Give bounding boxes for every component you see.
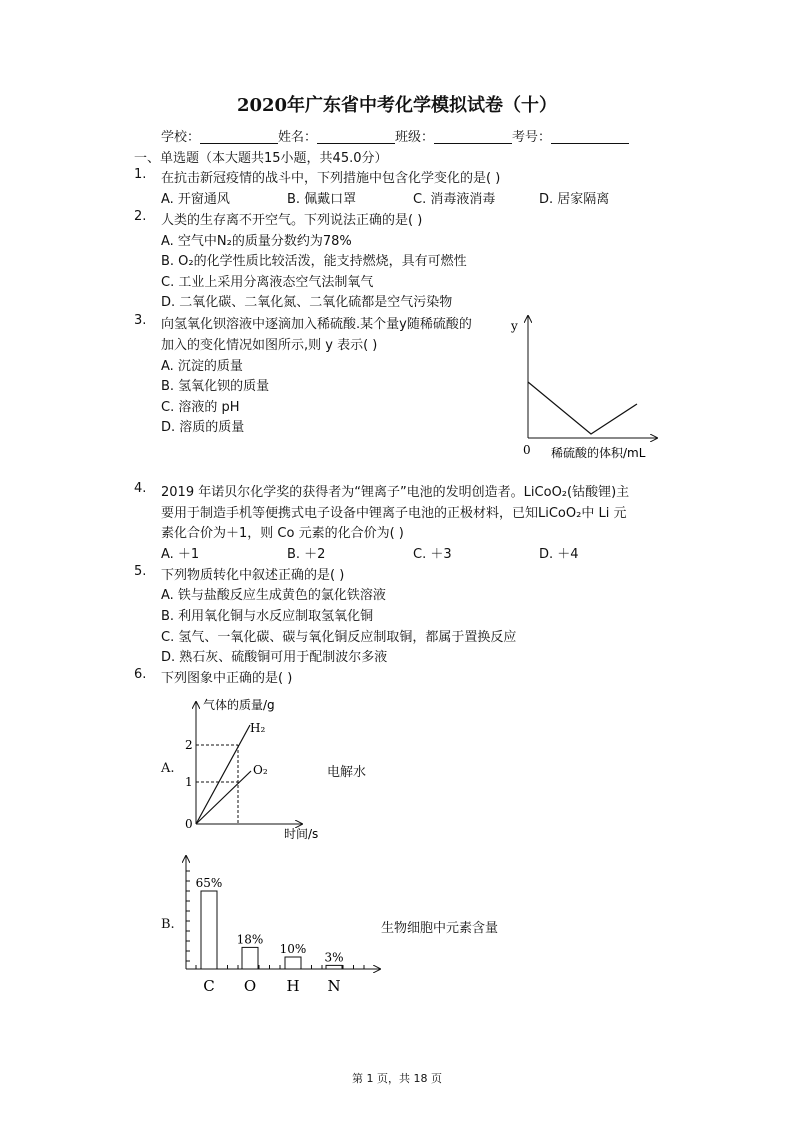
- bar-N: [326, 965, 342, 969]
- question-number: 5.: [134, 564, 147, 579]
- option: A. 沉淀的质量: [161, 359, 243, 374]
- o2-label: O₂: [253, 763, 268, 777]
- question-number: 1.: [134, 167, 147, 182]
- school-blank: [200, 131, 278, 144]
- question-number: 2.: [134, 209, 147, 224]
- bar-O: [242, 947, 258, 969]
- option: C. ＋3: [413, 547, 452, 562]
- option: D. 溶质的质量: [161, 420, 245, 435]
- bar-value-label: 18%: [236, 932, 264, 947]
- bar-value-label: 3%: [324, 950, 344, 965]
- option-a-label: A.: [161, 761, 175, 776]
- tick-label: 2: [185, 738, 193, 752]
- option: C. 消毒液消毒: [413, 192, 496, 207]
- name-blank: [317, 131, 395, 144]
- question-stem: 下列图象中正确的是( ): [161, 671, 293, 686]
- examno-blank: [551, 131, 629, 144]
- o2-line: [196, 771, 251, 824]
- tick-label: 0: [185, 817, 193, 831]
- q3-graph: [505, 310, 665, 465]
- option: B. 佩戴口罩: [287, 192, 357, 207]
- page-title: 2020年广东省中考化学模拟试卷（十）: [236, 95, 558, 116]
- bar-value-label: 65%: [195, 876, 223, 890]
- origin-label: 0: [523, 443, 531, 457]
- question-stem-line: 2019 年诺贝尔化学奖的获得者为“锂离子”电池的发明创造者。LiCoO₂(钴酸锂)主: [161, 485, 630, 500]
- question-number: 4.: [134, 481, 147, 496]
- option: B. O₂的化学性质比较活泼，能支持燃烧，具有可燃性: [161, 254, 467, 269]
- option: A. 空气中N₂的质量分数约为78%: [161, 234, 352, 249]
- option: C. 氢气、一氧化碳、碳与氧化铜反应制取铜，都属于置换反应: [161, 630, 517, 645]
- option: D. 二氧化碳、二氧化氮、二氧化硫都是空气污染物: [161, 295, 453, 310]
- category-label: O: [243, 977, 257, 995]
- x-axis-label: 稀硫酸的体积/mL: [551, 446, 646, 460]
- h2-line: [196, 725, 250, 824]
- option-a-caption: 电解水: [327, 765, 367, 780]
- option: B. 利用氧化铜与水反应制取氢氧化铜: [161, 609, 374, 624]
- option: D. 居家隔离: [539, 192, 610, 207]
- option: B. ＋2: [287, 547, 326, 562]
- page-footer: 第 1 页，共 18 页: [352, 1072, 442, 1085]
- question-stem-line: 要用于制造手机等便携式电子设备中锂离子电池的正极材料，已知LiCoO₂中 Li 元: [161, 506, 627, 521]
- school-label: 学校：: [161, 130, 201, 145]
- option: A. 开窗通风: [161, 192, 230, 207]
- question-stem: 在抗击新冠疫情的战斗中，下列措施中包含化学变化的是( ): [161, 171, 501, 186]
- y-axis-label: 气体的质量/g: [203, 698, 275, 712]
- bar-C: [201, 891, 217, 969]
- option: C. 工业上采用分离液态空气法制氧气: [161, 275, 374, 290]
- category-label: H: [286, 977, 300, 995]
- tick-label: 1: [185, 775, 193, 789]
- y-curve: [528, 382, 637, 434]
- option-b-caption: 生物细胞中元素含量: [381, 921, 499, 936]
- option: D. ＋4: [539, 547, 579, 562]
- x-axis-label: 时间/s: [284, 827, 319, 841]
- option-b-label: B.: [161, 917, 175, 932]
- question-number: 6.: [134, 667, 147, 682]
- question-stem-line: 向氢氧化钡溶液中逐滴加入稀硫酸.某个量y随稀硫酸的: [161, 317, 472, 332]
- question-stem-line: 素化合价为＋1，则 Co 元素的化合价为( ): [161, 526, 404, 541]
- option: C. 溶液的 pH: [161, 400, 240, 415]
- question-number: 3.: [134, 313, 147, 328]
- question-stem: 下列物质转化中叙述正确的是( ): [161, 568, 345, 583]
- name-label: 姓名：: [278, 130, 318, 145]
- option: B. 氢氧化钡的质量: [161, 379, 270, 394]
- category-label: N: [327, 977, 341, 995]
- question-stem-line: 加入的变化情况如图所示,则 y 表示( ): [161, 338, 378, 353]
- element-bar-chart: [175, 852, 390, 1000]
- bar-H: [285, 957, 301, 969]
- examno-label: 考号：: [512, 130, 552, 145]
- info-fields: [161, 126, 629, 145]
- bar-value-label: 10%: [279, 942, 307, 956]
- y-axis-label: y: [511, 319, 518, 333]
- class-label: 班级：: [395, 130, 435, 145]
- option: D. 熟石灰、硫酸铜可用于配制波尔多液: [161, 650, 388, 665]
- option: A. 铁与盐酸反应生成黄色的氯化铁溶液: [161, 588, 386, 603]
- question-stem: 人类的生存离不开空气。下列说法正确的是( ): [161, 213, 423, 228]
- section-heading: 一、单选题（本大题共15小题，共45.0分）: [134, 151, 388, 166]
- electrolysis-graph: [175, 692, 345, 842]
- h2-label: H₂: [250, 721, 266, 735]
- category-label: C: [203, 977, 215, 995]
- class-blank: [434, 131, 512, 144]
- option: A. ＋1: [161, 547, 200, 562]
